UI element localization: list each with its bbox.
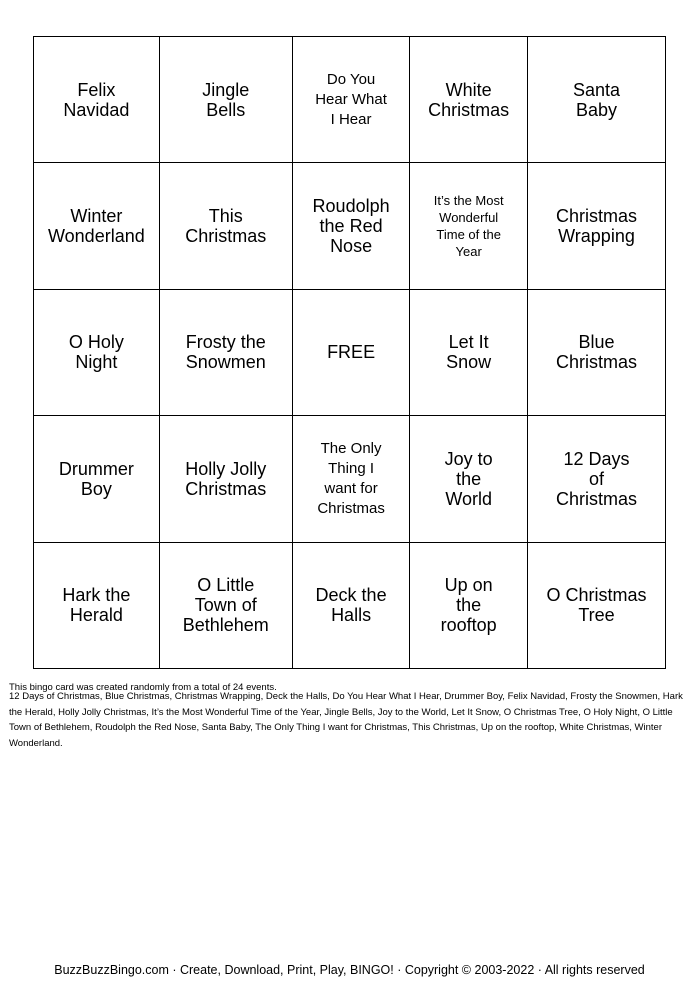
cell-text: Roudolph the Red Nose	[312, 196, 390, 257]
bingo-cell	[34, 416, 160, 542]
bingo-cell	[160, 416, 293, 542]
bingo-cell	[160, 290, 293, 416]
cell-text: It’s the Most Wonderful Time of the Year	[433, 193, 504, 260]
bingo-cell	[528, 290, 666, 416]
cell-text: Christmas Wrapping	[555, 206, 637, 247]
cell-text: 12 Days of Christmas	[555, 448, 637, 509]
bingo-cell	[293, 543, 411, 669]
bingo-cell	[160, 37, 293, 163]
free-space	[293, 290, 411, 416]
cell-text: This Christmas	[185, 206, 267, 247]
bingo-cell	[528, 543, 666, 669]
bingo-cell	[34, 37, 160, 163]
cell-text: Hark the Herald	[62, 585, 131, 626]
card-note: This bingo card was created randomly from a total of 24 events.	[9, 682, 277, 693]
bingo-card	[33, 36, 666, 669]
cell-text: Deck the Halls	[315, 585, 387, 626]
cell-text: Joy to the World	[444, 448, 493, 509]
cell-text: O Christmas Tree	[546, 585, 647, 626]
bingo-cell	[528, 37, 666, 163]
bingo-cell	[410, 163, 528, 289]
bingo-cell	[410, 416, 528, 542]
cell-text: Jingle Bells	[202, 79, 250, 120]
cell-text: Blue Christmas	[555, 332, 637, 373]
bingo-cell	[34, 290, 160, 416]
cell-text: O Holy Night	[68, 332, 124, 373]
event-list: 12 Days of Christmas, Blue Christmas, Christmas Wrapping, Deck the Halls, Do You Hear What I Hear, Drummer Boy, Felix Navidad, Frosty the Snowmen, Hark the Herald, Holly Jolly Christmas, It’s the Most Wonderful Time of the Year, Jingle Bells, Joy to the World, Let It Snow, O Christmas Tree, O Holy Night, O Little Town of Bethlehem, Roudolph the Red Nose, Santa Baby, The Only Thing I want for Christmas, This Christmas, Up on the rooftop, White Christmas, Winter Wonderland.	[9, 691, 683, 749]
cell-text: O Little Town of Bethlehem	[182, 575, 269, 636]
cell-text: Up on the rooftop	[440, 575, 497, 636]
cell-text: Winter Wonderland	[48, 206, 145, 247]
bingo-cell	[410, 37, 528, 163]
bingo-cell	[34, 163, 160, 289]
cell-text: Felix Navidad	[63, 79, 130, 120]
cell-text: Drummer Boy	[58, 458, 134, 499]
bingo-cell	[160, 543, 293, 669]
bingo-cell	[528, 416, 666, 542]
bingo-cell	[293, 37, 411, 163]
footer-copyright: BuzzBuzzBingo.com · Create, Download, Print, Play, BINGO! · Copyright © 2003-2022 · All rights reserved	[54, 963, 645, 977]
bingo-cell	[34, 543, 160, 669]
cell-text: Let It Snow	[446, 332, 492, 373]
bingo-cell	[410, 290, 528, 416]
free-space-text: FREE	[327, 342, 376, 363]
bingo-cell	[293, 416, 411, 542]
cell-text: White Christmas	[428, 79, 510, 120]
bingo-cell	[528, 163, 666, 289]
cell-text: Do You Hear What I Hear	[315, 70, 387, 128]
bingo-cell	[160, 163, 293, 289]
cell-text: Santa Baby	[572, 79, 621, 120]
bingo-cell	[410, 543, 528, 669]
cell-text: Frosty the Snowmen	[185, 332, 266, 373]
cell-text: Holly Jolly Christmas	[185, 458, 267, 499]
cell-text: The Only Thing I want for Christmas	[317, 439, 385, 517]
bingo-cell	[293, 163, 411, 289]
